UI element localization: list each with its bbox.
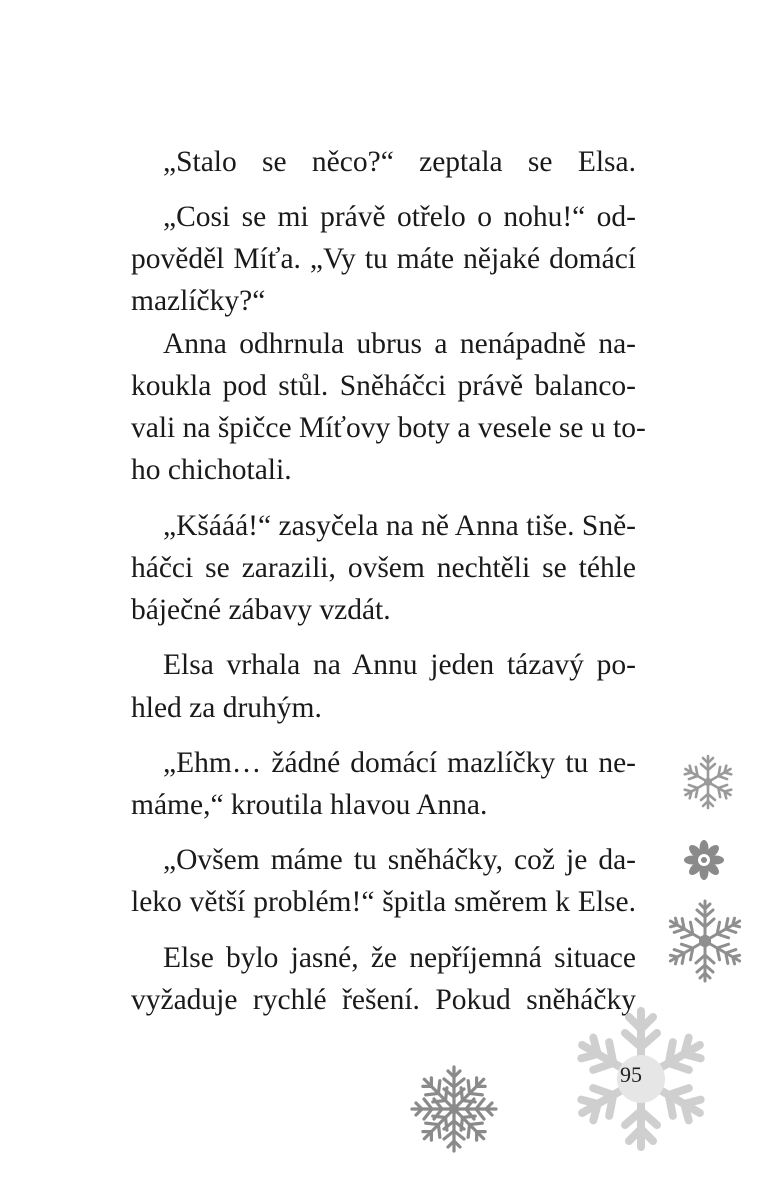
text-line: háčci se zarazili, ovšem nechtěli se téhle — [131, 552, 636, 584]
text-line: mazlíčky?“ — [131, 285, 266, 317]
text-line: Else bylo jasné, že nepříjemná situace — [163, 942, 636, 974]
text-line: „Ovšem máme tu sněháčky, což je da- — [163, 844, 636, 876]
text-line: vali na špičce Míťovy boty a vesele se u to- — [131, 412, 646, 444]
snowflake-icon — [678, 752, 738, 812]
text-line: máme,“ kroutila hlavou Anna. — [131, 789, 488, 821]
text-line: „Stalo se něco?“ zeptala se Elsa. — [163, 146, 636, 178]
text-line: „Cosi se mi právě otřelo o nohu!“ od- — [163, 201, 636, 233]
snowflake-icon — [662, 898, 748, 984]
text-line: pověděl Míťa. „Vy tu máte nějaké domácí — [131, 243, 636, 275]
text-line: Anna odhrnula ubrus a nenápadně na- — [163, 328, 636, 360]
text-line: ho chichotali. — [131, 454, 292, 486]
text-line: vyžaduje rychlé řešení. Pokud sněháčky — [131, 984, 636, 1016]
text-line: koukla pod stůl. Sněháčci právě balanco- — [131, 370, 636, 402]
snowflake-icon — [408, 1063, 500, 1155]
text-line: leko větší problém!“ špitla směrem k Else. — [131, 886, 636, 918]
text-line: Elsa vrhala na Annu jeden tázavý po- — [163, 649, 636, 681]
page-number: 95 — [620, 1062, 642, 1087]
snowflake-icon — [682, 838, 726, 882]
text-line: báječné zábavy vzdát. — [131, 594, 391, 626]
text-line: hled za druhým. — [131, 692, 322, 724]
text-line: „Ehm… žádné domácí mazlíčky tu ne- — [163, 747, 636, 779]
text-line: „Kšááá!“ zasyčela na ně Anna tiše. Sně- — [163, 510, 636, 542]
